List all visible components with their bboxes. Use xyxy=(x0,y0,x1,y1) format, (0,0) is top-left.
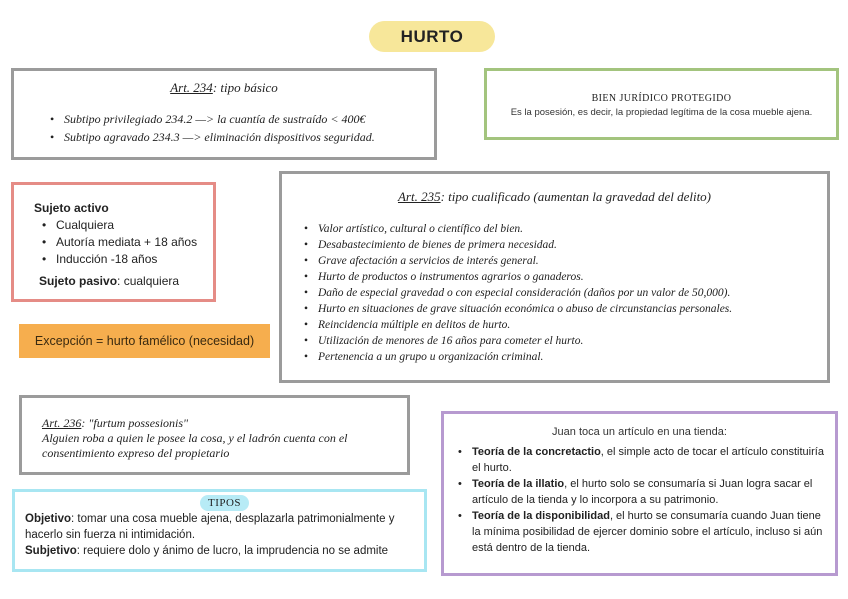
art236-header-text: : "furtum possesionis" xyxy=(81,416,189,430)
excepcion-box xyxy=(19,324,270,358)
list-item: • Hurto en situaciones de grave situación económica o abuso de circunstancias personales. xyxy=(318,301,827,317)
excepcion-text: Excepción = hurto famélico (necesidad) xyxy=(34,334,255,348)
art234-ref: Art. 234 xyxy=(170,80,213,95)
list-item: • Inducción -18 años xyxy=(56,251,213,268)
list-item: • Autoría mediata + 18 años xyxy=(56,234,213,251)
teoria-label: Teoría de la concretactio xyxy=(472,446,601,458)
tipos-subjetivo-label: Subjetivo xyxy=(25,545,77,557)
art236-header xyxy=(42,416,407,431)
teoria-label: Teoría de la illatio xyxy=(472,478,565,490)
list-item: • Cualquiera xyxy=(56,217,213,234)
list-item: • Desabastecimiento de bienes de primera necesidad. xyxy=(318,237,827,253)
list-item: • Daño de especial gravedad o con especial consideración (daños por un valor de 50,000). xyxy=(318,285,827,301)
list-item: • Subtipo agravado 234.3 —> eliminación dispositivos seguridad. xyxy=(64,128,434,146)
sujeto-box xyxy=(11,182,216,302)
art234-header-text: : tipo básico xyxy=(212,80,278,95)
list-item xyxy=(472,444,825,476)
sujeto-activo-label: Sujeto activo xyxy=(34,201,109,215)
teorias-intro: Juan toca un artículo en una tienda: xyxy=(552,426,727,438)
bien-juridico-text: Es la posesión, es decir, la propiedad legítima de la cosa mueble ajena. xyxy=(510,107,813,118)
sujeto-pasivo-value: : cualquiera xyxy=(117,274,180,288)
teorias-box xyxy=(441,411,838,576)
art236-ref: Art. 236 xyxy=(42,416,82,430)
teoria-text: , el hurto se consumaría cuando Juan tiene la mínima posibilidad de ejercer dominio sobre el artículo, incluso si aún está dentro de la tienda. xyxy=(472,510,823,554)
art236-text: Alguien roba a quien le posee la cosa, y el ladrón cuenta con el consentimiento expreso del propietario xyxy=(42,431,348,460)
tipos-header-wrap xyxy=(25,495,424,511)
bien-juridico-title: BIEN JURÍDICO PROTEGIDO xyxy=(591,93,732,104)
tipos-objetivo-text: : tomar una cosa mueble ajena, desplazarla patrimonialmente y hacerlo sin fuerza ni intimidación. xyxy=(25,513,395,541)
art234-box xyxy=(11,68,437,160)
list-item: • Valor artístico, cultural o científico del bien. xyxy=(318,221,827,237)
list-item: • Utilización de menores de 16 años para cometer el hurto. xyxy=(318,333,827,349)
art234-list xyxy=(64,110,434,146)
art236-box xyxy=(19,395,410,475)
art234-header xyxy=(14,80,434,96)
art235-box xyxy=(279,171,830,383)
list-item xyxy=(472,476,825,508)
list-item xyxy=(472,508,825,556)
sujeto-pasivo-label: Sujeto pasivo xyxy=(39,274,118,288)
list-item: • Grave afectación a servicios de interés general. xyxy=(318,253,827,269)
tipos-box xyxy=(12,489,427,572)
teoria-label: Teoría de la disponibilidad xyxy=(472,510,610,522)
list-item: • Reincidencia múltiple en delitos de hurto. xyxy=(318,317,827,333)
tipos-objetivo xyxy=(25,511,424,543)
list-item: • Subtipo privilegiado 234.2 —> la cuantía de sustraído < 400€ xyxy=(64,110,434,128)
tipos-objetivo-label: Objetivo xyxy=(25,513,72,525)
teorias-list xyxy=(472,444,835,556)
list-item: • Pertenencia a un grupo u organización criminal. xyxy=(318,349,827,365)
tipos-subjetivo-text: : requiere dolo y ánimo de lucro, la imprudencia no se admite xyxy=(76,545,389,557)
art235-list xyxy=(318,221,827,365)
page-title xyxy=(369,21,495,52)
list-item: • Hurto de productos o instrumentos agrarios o ganaderos. xyxy=(318,269,827,285)
art235-header xyxy=(282,189,827,205)
tipos-title: TIPOS xyxy=(200,495,249,511)
teoria-text: , el simple acto de tocar el artículo constituiría el hurto. xyxy=(472,446,824,474)
title-text: HURTO xyxy=(400,26,464,46)
art235-ref: Art. 235 xyxy=(397,189,441,204)
art235-header-text: : tipo cualificado (aumentan la gravedad del delito) xyxy=(440,189,712,204)
tipos-subjetivo xyxy=(25,543,424,559)
bien-juridico-box xyxy=(484,68,839,140)
teoria-text: , el hurto solo se consumaría si Juan logra sacar el artículo de la tienda y lo incorpora a su patrimonio. xyxy=(472,478,813,506)
sujeto-activo-list xyxy=(56,217,213,268)
sujeto-pasivo xyxy=(39,274,213,288)
